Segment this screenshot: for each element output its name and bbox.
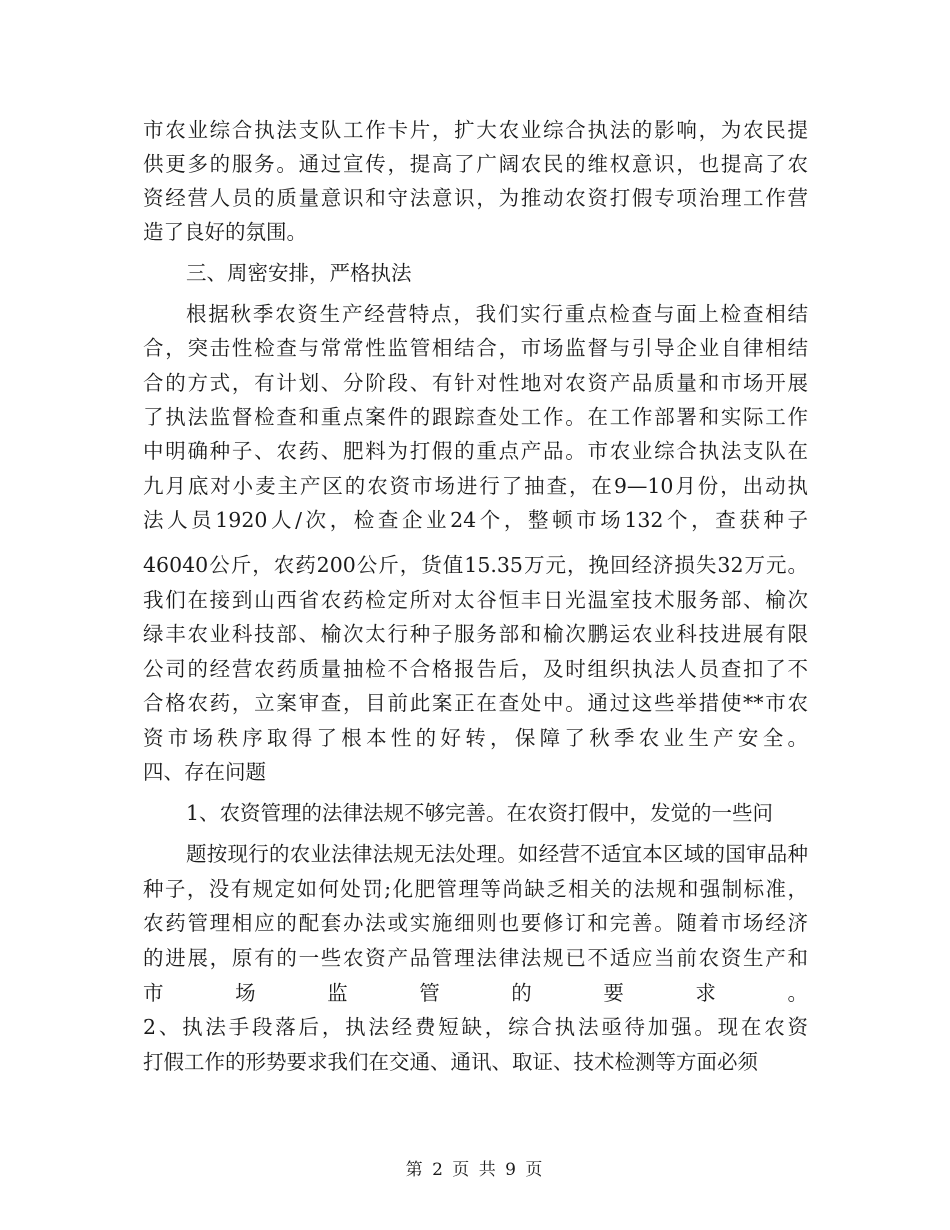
text-line: 2、执法手段落后，执法经费短缺，综合执法亟待加强。现在农资: [143, 1015, 808, 1039]
text-line: 绿丰农业科技部、榆次太行种子服务部和榆次鹏运农业科技进展有限: [143, 622, 808, 646]
text-line: 供更多的服务。通过宣传，提高了广阔农民的维权意识，也提高了农: [143, 152, 808, 176]
text-line: 公司的经营农药质量抽检不合格报告后，及时组织执法人员查扣了不: [143, 657, 808, 681]
text-line: 种子，没有规定如何处罚;化肥管理等尚缺乏相关的法规和强制标准，: [143, 877, 808, 901]
text-line: 的进展，原有的一些农资产品管理法律法规已不适应当前农资生产和: [143, 946, 808, 970]
section-heading: 三、周密安排，严格执法: [186, 261, 412, 285]
text-line: 农药管理相应的配套办法或实施细则也要修订和完善。随着市场经济: [143, 911, 808, 935]
text-line: 资市场秩序取得了根本性的好转，保障了秋季农业生产安全。: [143, 726, 808, 750]
text-line: 市场监管的要求。: [143, 981, 808, 1005]
text-line: 合的方式，有计划、分阶段、有针对性地对农资产品质量和市场开展: [143, 371, 808, 395]
text-line: 了执法监督检查和重点案件的跟踪查处工作。在工作部署和实际工作: [143, 405, 808, 429]
text-line: 题按现行的农业法律法规无法处理。如经营不适宜本区域的国审品种: [186, 842, 808, 866]
text-line: 四、存在问题: [143, 760, 266, 784]
text-line: 九月底对小麦主产区的农资市场进行了抽查，在9—10月份，出动执: [143, 474, 808, 498]
text-line: 我们在接到山西省农药检定所对太谷恒丰日光温室技术服务部、榆次: [143, 588, 808, 612]
text-line: 资经营人员的质量意识和守法意识，为推动农资打假专项治理工作营: [143, 186, 808, 210]
text-line: 打假工作的形势要求我们在交通、通讯、取证、技术检测等方面必须: [143, 1050, 758, 1074]
text-line: 46040公斤，农药200公斤，货值15.35万元，挽回经济损失32万元。: [143, 553, 808, 577]
text-line: 市农业综合执法支队工作卡片，扩大农业综合执法的影响，为农民提: [143, 118, 808, 142]
text-line: 法人员1920人/次，检查企业24个，整顿市场132个，查获种子: [143, 508, 808, 532]
text-line: 根据秋季农资生产经营特点，我们实行重点检查与面上检查相结: [186, 302, 808, 326]
section-heading: 1、农资管理的法律法规不够完善。在农资打假中，发觉的一些问: [186, 801, 774, 825]
text-line: 中明确种子、农药、肥料为打假的重点产品。市农业综合执法支队在: [143, 439, 808, 463]
text-line: 合格农药，立案审查，目前此案正在查处中。通过这些举措使**市农: [143, 691, 808, 715]
page-number: 第 2 页 共 9 页: [405, 1160, 545, 1180]
text-line: 合，突击性检查与常常性监管相结合，市场监督与引导企业自律相结: [143, 336, 808, 360]
text-line: 造了良好的氛围。: [143, 220, 307, 244]
